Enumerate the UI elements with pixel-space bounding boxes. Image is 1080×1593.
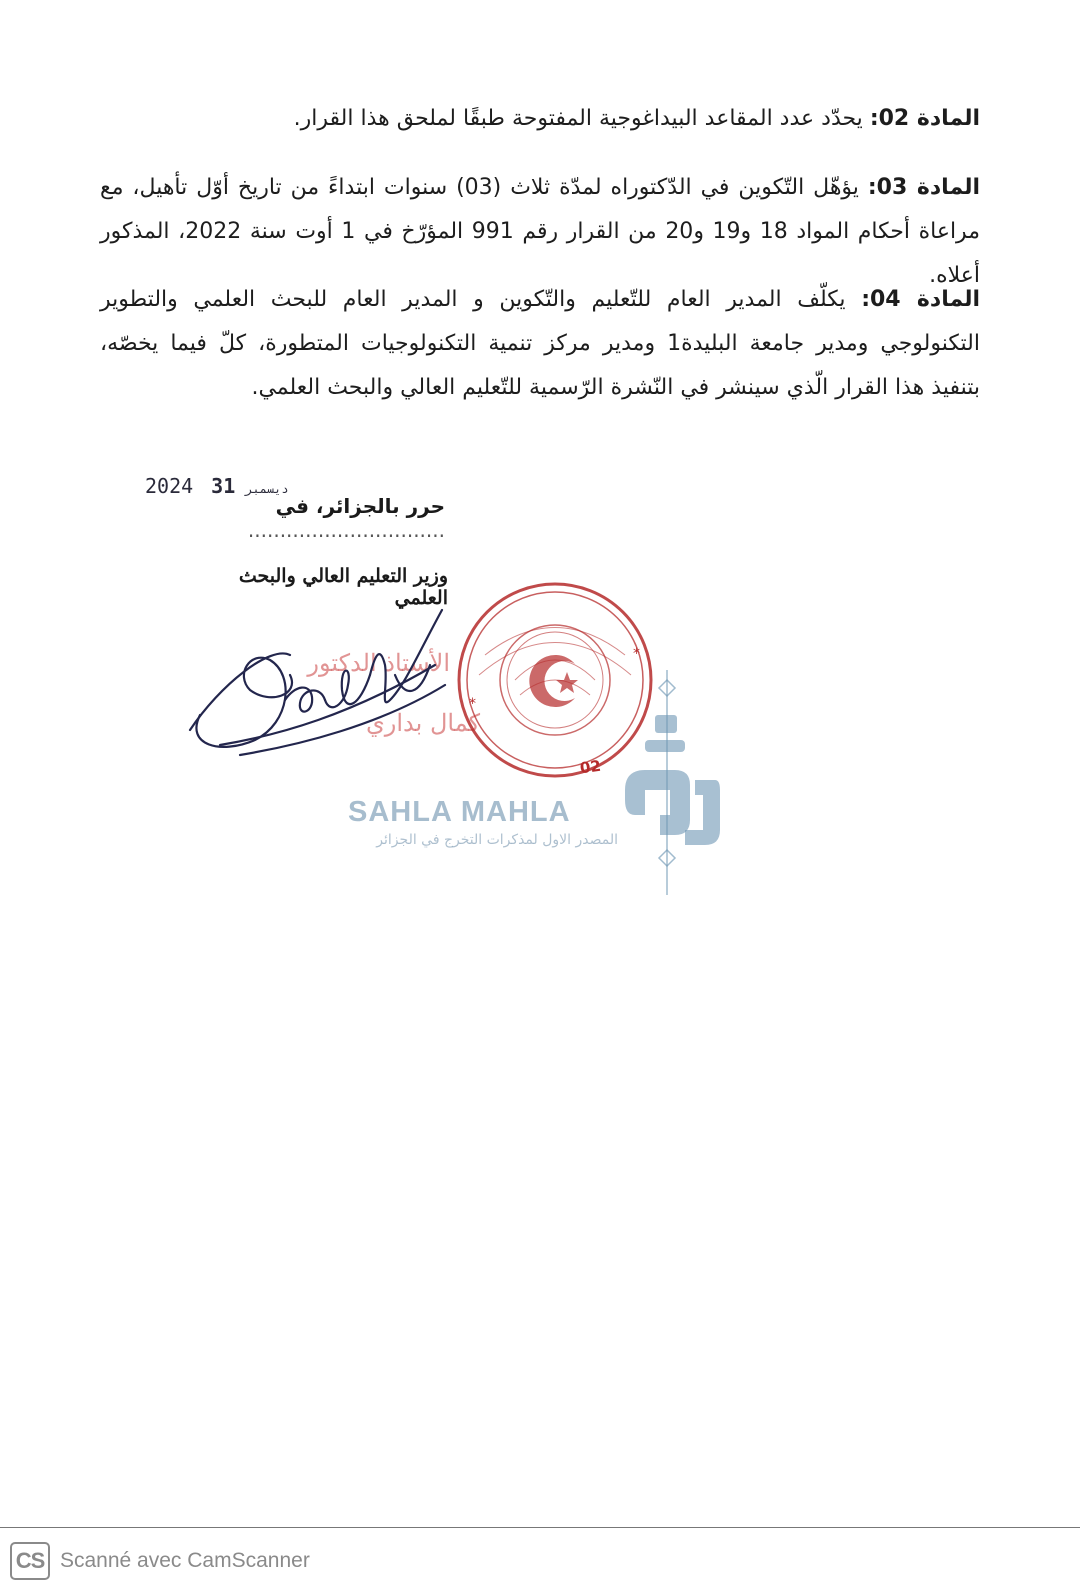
camscanner-icon: CS (10, 1542, 50, 1580)
watermark-logo-icon (615, 670, 725, 900)
place-line (150, 494, 445, 542)
article-04-heading: المادة 04: (861, 287, 980, 312)
svg-text:*: * (469, 696, 476, 712)
watermark-title: SAHLA MAHLA (348, 796, 571, 828)
handwritten-signature (180, 605, 460, 765)
seal-number: 02 (578, 756, 603, 778)
name-stamp-line2: كمال بداري (366, 709, 480, 737)
place-dots: ............................... (247, 518, 445, 542)
svg-text:*: * (633, 646, 640, 662)
minister-title: وزير التعليم العالي والبحث العلمي (238, 565, 448, 609)
article-04 (100, 278, 980, 410)
article-04-text: يكلّف المدير العام للتّعليم والتّكوين و المدير العام للبحث العلمي والتطوير التكنولوجي ومدير جامعة البليدة1 ومدير مركز تنمية التكنولوجيات المتطورة، كلّ فيما يخصّه، بتنفيذ هذا القرار الّذي سينشر في النّشرة الرّسمية للتّعليم العالي والبحث العلمي. (100, 287, 980, 400)
name-stamp-line1: الأستاذ الدكتور (307, 649, 450, 677)
place-text: حرر بالجزائر، في (275, 494, 445, 518)
article-03-heading: المادة 03: (867, 175, 980, 200)
date-month: ديسمبر (245, 482, 289, 496)
date-day: 31 (211, 474, 236, 498)
article-02 (100, 97, 980, 141)
date-year: 2024 (145, 474, 194, 498)
article-02-heading: المادة 02: (869, 106, 980, 131)
article-03-text: يؤهّل التّكوين في الدّكتوراه لمدّة ثلاث (03) سنوات ابتداءً من تاريخ أوّل تأهيل، مع مراعاة أحكام المواد 18 و19 و20 من القرار رقم 991 المؤرّخ في 1 أوت سنة 2022، المذكور أعلاه. (100, 175, 980, 288)
footer-divider (0, 1527, 1080, 1528)
camscanner-label: Scanné avec CamScanner (60, 1549, 310, 1572)
watermark-subtitle: المصدر الاول لمذكرات التخرج في الجزائر (376, 832, 618, 848)
article-02-text: يحدّد عدد المقاعد البيداغوجية المفتوحة طبقًا لملحق هذا القرار. (293, 106, 870, 131)
